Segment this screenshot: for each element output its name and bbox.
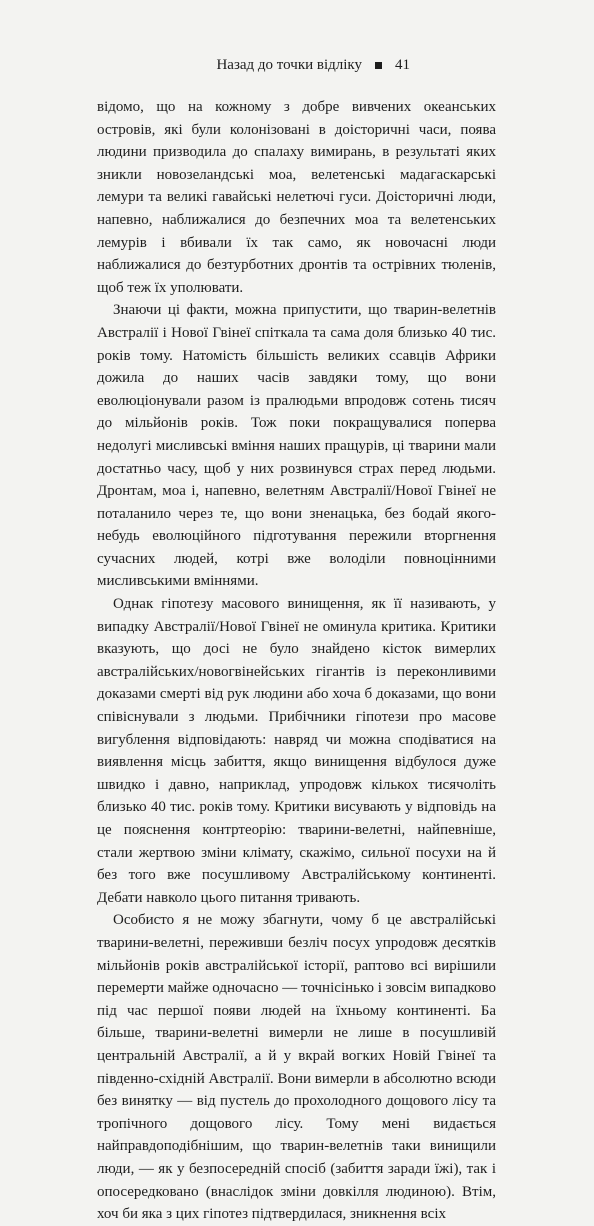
running-head	[216, 56, 410, 74]
paragraph-4: Особисто я не можу збагнути, чому б це австралійські тварини-велетні, переживши безліч посух упродовж десятків мільйонів років австралійської історії, раптово всі вирішили перемерти майже одночасно — точнісінько і зовсім випадково під час першої появи людей на їхньому континенті. Ба більше, тварини-велетні вимерли не лише в посушливій центральній Австралії, а й у вкрай вогких Новій Гвінеї та південно-східній Австралії. Вони вимерли в абсолютно всюди без винятку — від пустель до прохолодного дощового лісу та тропічного дощового лісу. Тому мені видається найправдоподібнішим, що тварин-велетнів таки винищили люди, — як у безпосередній спосіб (забиття заради їжі), так і опосередковано (внаслідок зміни довкілля людиною). Втім, хоч би яка з цих гіпотез підтвердилася, зникнення всіх	[97, 912, 496, 1223]
page-number: 41	[395, 57, 410, 73]
square-bullet-icon	[375, 62, 382, 69]
paragraph-2: Знаючи ці факти, можна припустити, що тварин-велетнів Австралії і Нової Гвінеї спіткала та сама доля близько 40 тис. років тому. Натомість більшість великих ссавців Африки дожила до наших часів завдяки тому, що вони еволюціонували разом із пралюдьми впродовж сотень тисяч до мільйонів років. Тож поки покращувалися поперва недолугі мисливські вміння наших пращурів, ці тварини мали достатньо часу, щоб у них розвинувся страх перед людьми. Дронтам, моа і, напевно, велетням Австралії/Нової Гвінеї не поталанило через те, що вони зненацька, без бодай якого-небудь еволюційного підготування пережили вторгнення сучасних людей, котрі вже володіли повноцінними мисливськими вміннями.	[97, 302, 496, 590]
body-text	[97, 96, 496, 1226]
chapter-title: Назад до точки відліку	[216, 57, 362, 73]
paragraph-1: відомо, що на кожному з добре вивчених океанських островів, які були колонізовані в доісторичні часи, поява людини призводила до спалаху вимирань, в результаті яких зникли новозеландські моа, велетенські мадагаскарські лемури та великі гавайські нелетючі гуси. Доісторичні люди, напевно, наближалися до безпечних моа та велетенських лемурів і вбивали їх так само, як новочасні люди наближалися до безтурботних дронтів та острівних тюленів, щоб теж їх уполювати.	[97, 99, 496, 296]
paragraph-3: Однак гіпотезу масового винищення, як її називають, у випадку Австралії/Нової Гвінеї не оминула критика. Критики вказують, що досі не було знайдено кісток вимерлих австралійських/новогвінейських гігантів із переконливими доказами смерті від рук людини або хоча б доказами, що вони співіснували з людьми. Прибічники гіпотези про масове вигублення відповідають: навряд чи можна сподіватися на виявлення місць забиття, якщо винищення відбулося дуже швидко і давно, наприклад, упродовж кількох тисячоліть близько 40 тис. років тому. Критики висувають у відповідь на це пояснення контртеорію: тварини-велетні, найпевніше, стали жертвою зміни клімату, скажімо, сильної посухи на й без того вже посушливому Австралійському континенті. Дебати навколо цього питання тривають.	[97, 596, 496, 906]
